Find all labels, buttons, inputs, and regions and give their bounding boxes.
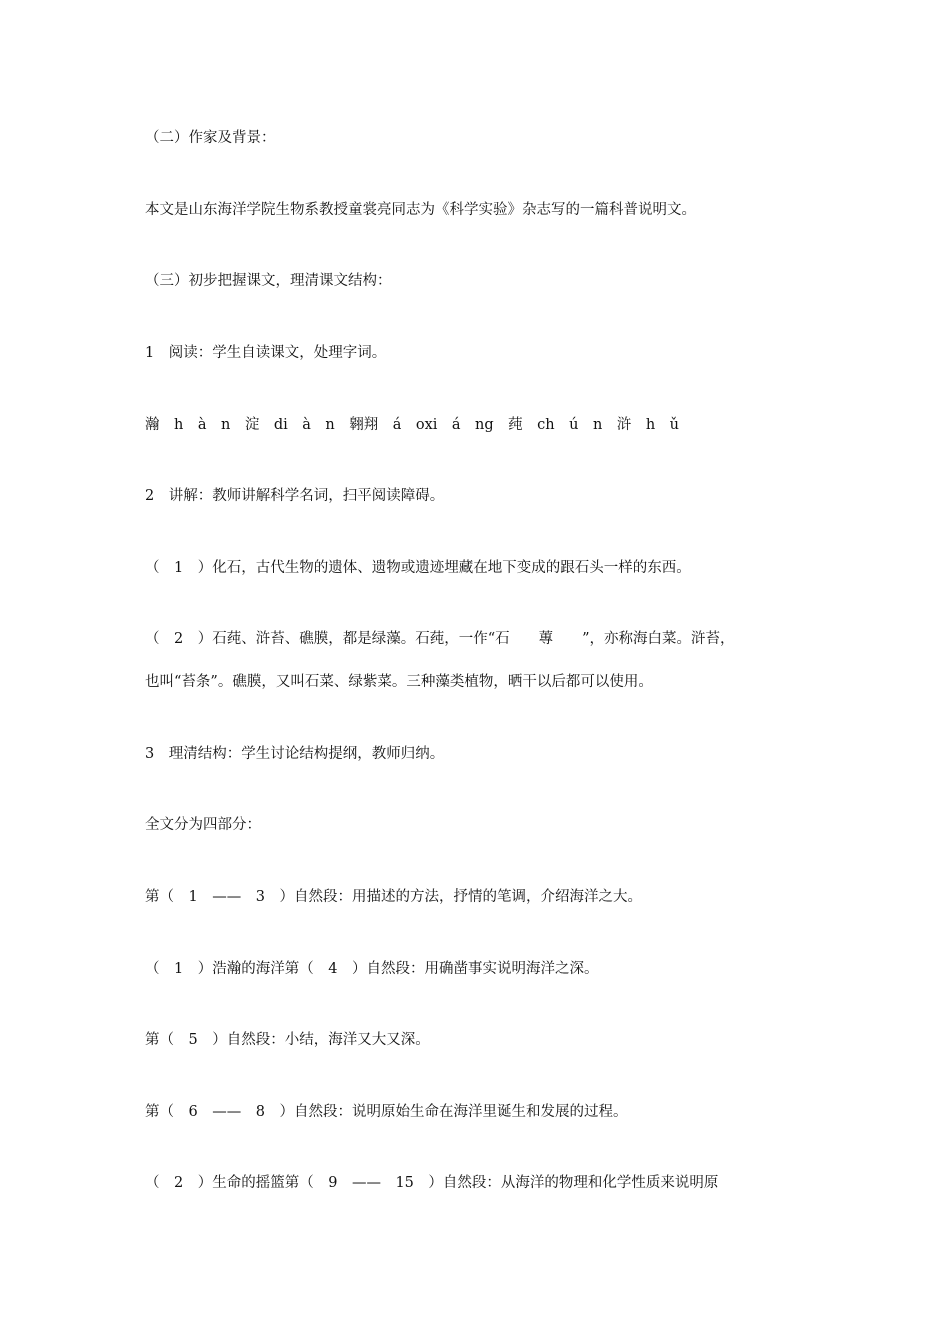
part-cradle-of-life: （ 2 ）生命的摇篮第（ 9 —— 15 ）自然段：从海洋的物理和化学性质来说明原 xyxy=(145,1175,719,1191)
step-reading: 1 阅读：学生自读课文，处理字词。 xyxy=(145,345,387,361)
paragraph-intro: 本文是山东海洋学院生物系教授童裳亮同志为《科学实验》杂志写的一篇科普说明文。 xyxy=(145,202,696,218)
term-algae-continued: 也叫“苔条”。礁膜，又叫石菜、绿紫菜。三种藻类植物，晒干以后都可以使用。 xyxy=(145,674,653,690)
pinyin-list: 瀚 h à n 淀 di à n 翱翔 á oxi á ng 莼 ch ú n 浒 h ǔ xyxy=(145,417,679,433)
part-vast-ocean: （ 1 ）浩瀚的海洋第（ 4 ）自然段：用确凿事实说明海洋之深。 xyxy=(145,961,599,977)
heading-structure: （三）初步把握课文，理清课文结构： xyxy=(145,273,392,289)
term-fossil: （ 1 ）化石，古代生物的遗体、遗物或遗迹埋藏在地下变成的跟石头一样的东西。 xyxy=(145,560,691,576)
four-parts-heading: 全文分为四部分： xyxy=(145,817,261,833)
part-paragraphs-1-3: 第（ 1 —— 3 ）自然段：用描述的方法，抒情的笔调，介绍海洋之大。 xyxy=(145,889,642,905)
term-algae: （ 2 ）石莼、浒苔、礁膜，都是绿藻。石莼，一作“石 蓴 ”，亦称海白菜。浒苔， xyxy=(145,631,735,647)
step-explain: 2 讲解：教师讲解科学名词，扫平阅读障碍。 xyxy=(145,488,445,504)
part-paragraphs-6-8: 第（ 6 —— 8 ）自然段：说明原始生命在海洋里诞生和发展的过程。 xyxy=(145,1104,628,1120)
step-structure: 3 理清结构：学生讨论结构提纲，教师归纳。 xyxy=(145,746,445,762)
part-paragraph-5: 第（ 5 ）自然段：小结，海洋又大又深。 xyxy=(145,1032,430,1048)
heading-author-background: （二）作家及背景： xyxy=(145,130,276,146)
